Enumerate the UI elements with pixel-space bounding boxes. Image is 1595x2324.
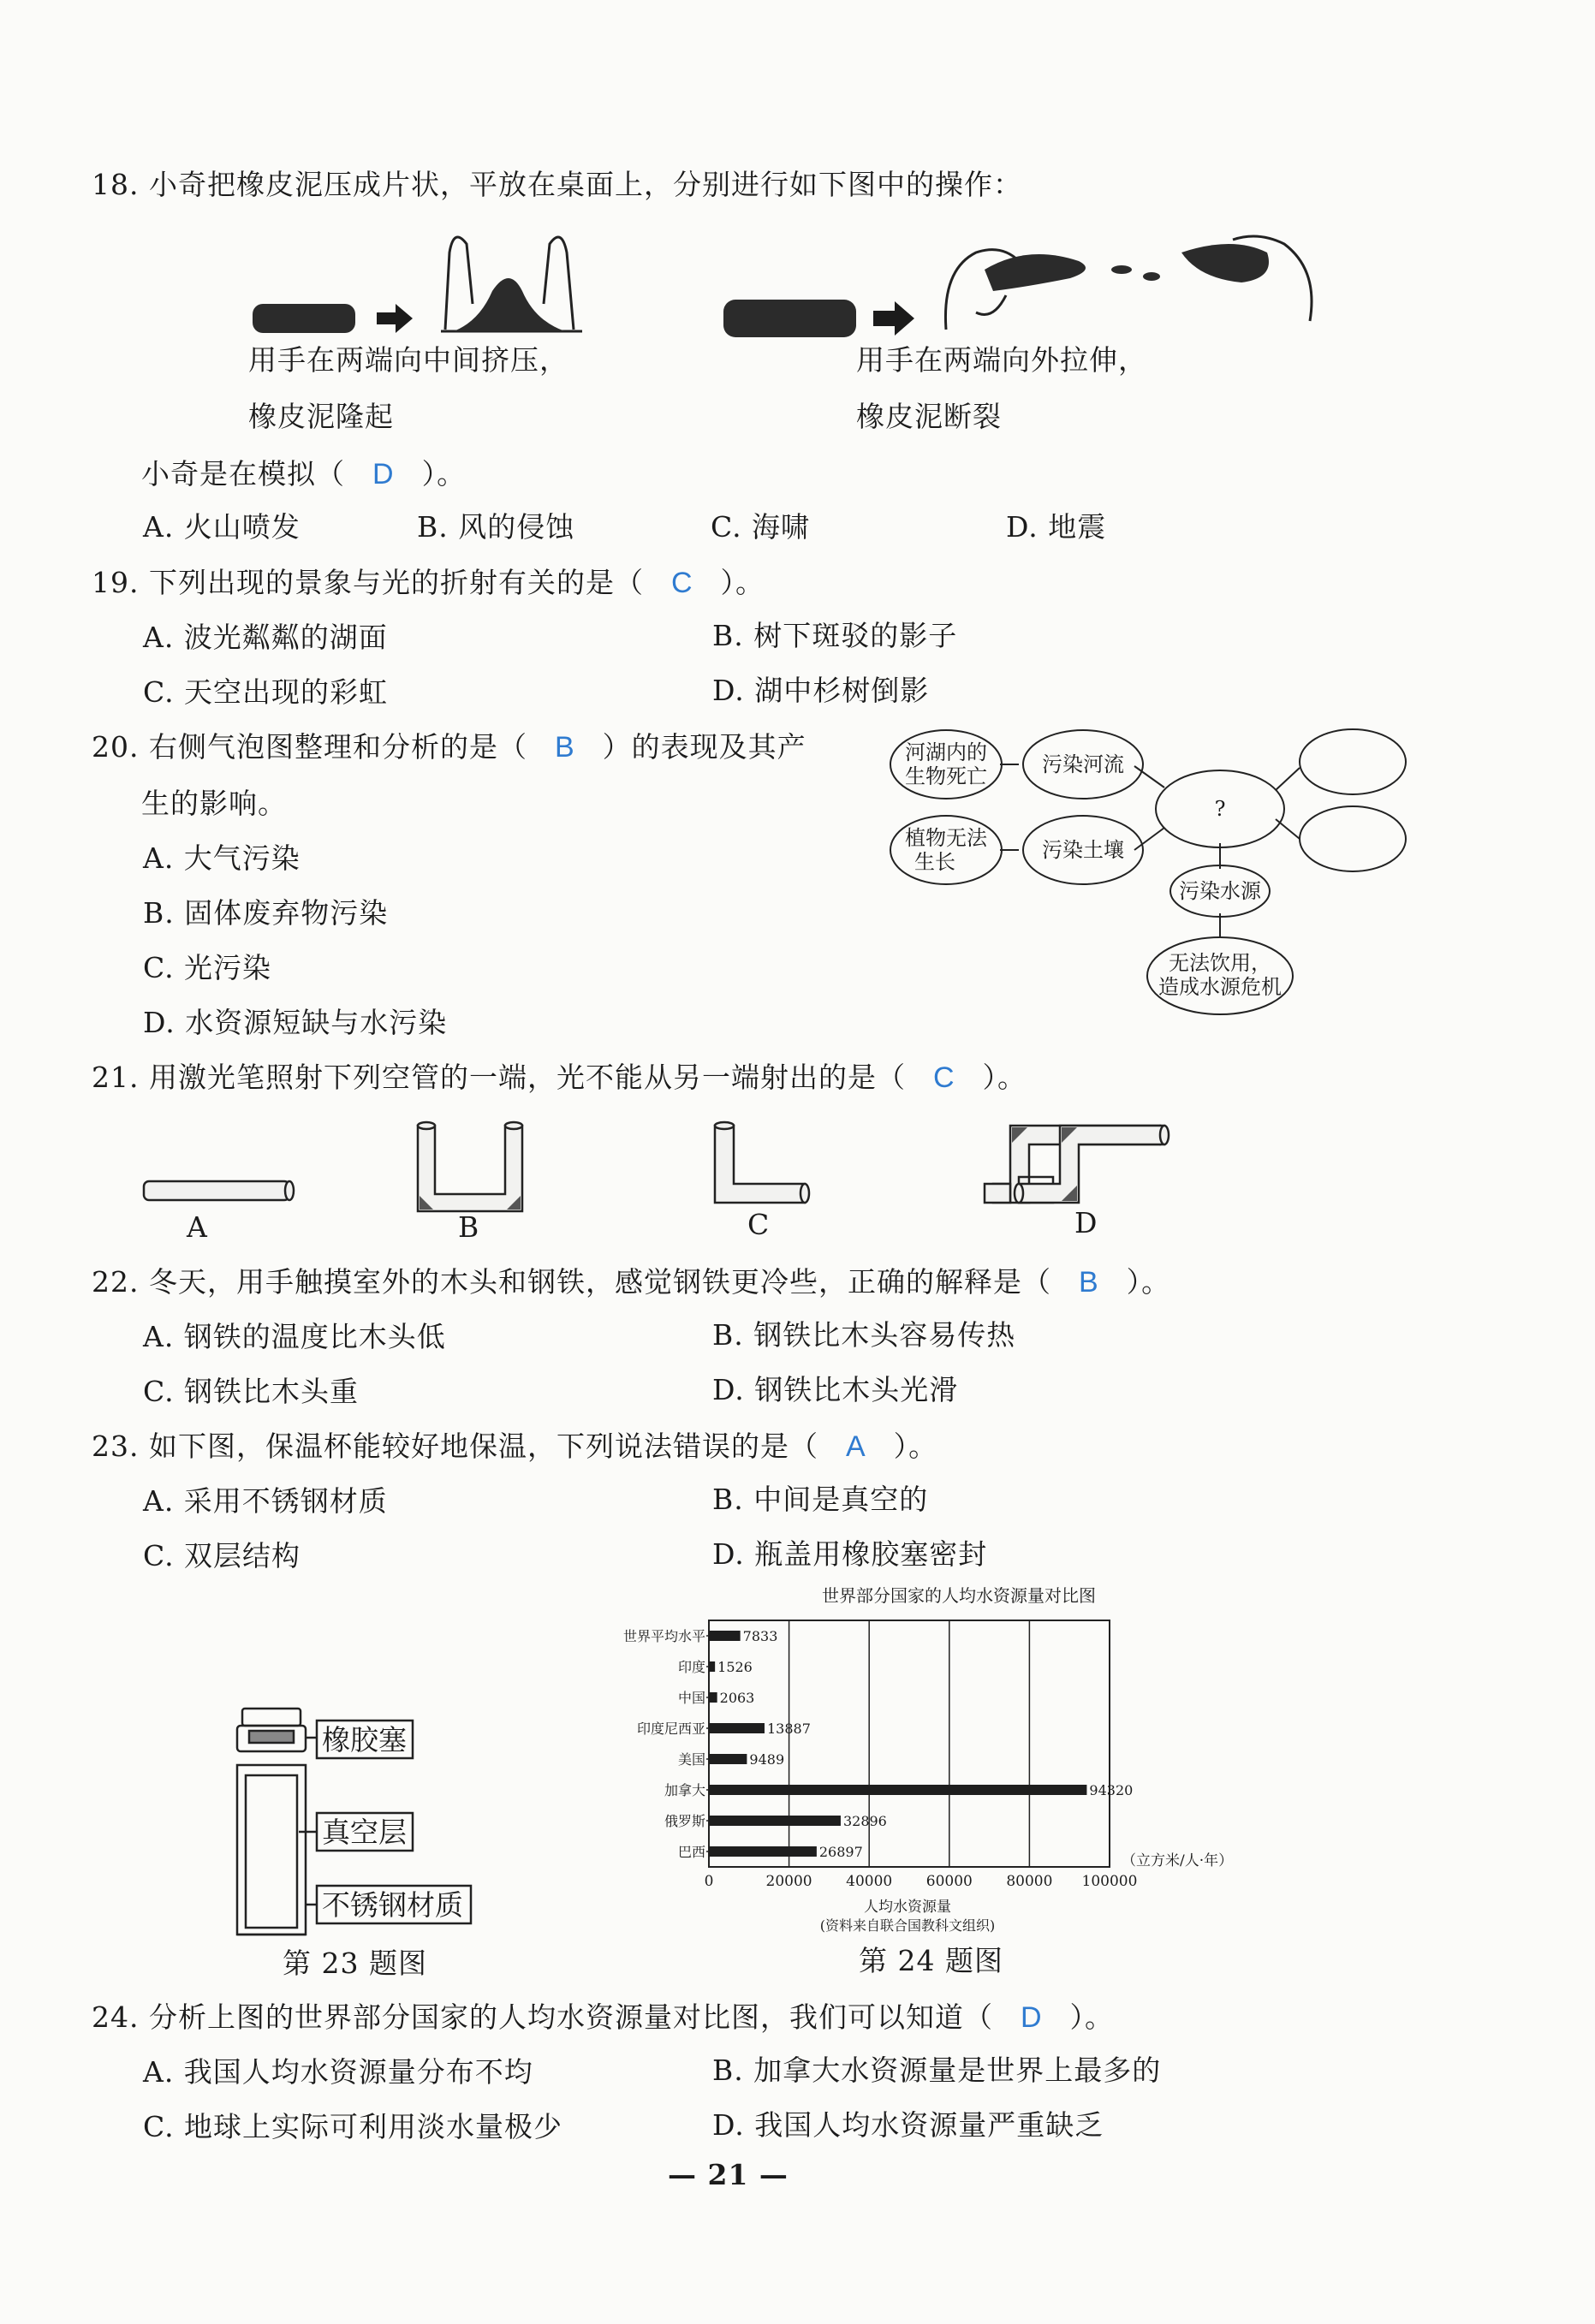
category-label: 印度: [677, 1659, 705, 1675]
q18-caption-right-1: 用手在两端向外拉伸，: [856, 343, 1147, 377]
bubble-text: 生长: [914, 850, 955, 874]
value-label: 13887: [766, 1721, 811, 1737]
q21-tube-d-detail: [1002, 1109, 1173, 1220]
q21-label-b: B: [458, 1210, 480, 1244]
value-label: 2063: [719, 1690, 755, 1706]
category-label: 中国: [677, 1690, 705, 1706]
q24-option-b: B. 加拿大水资源量是世界上最多的: [712, 2054, 1162, 2087]
q23-stem-pre: 23. 如下图，保温杯能较好地保温，下列说法错误的是（: [92, 1429, 818, 1463]
water-resource-chart: [591, 1579, 1276, 1947]
q18-option-b: B. 风的侵蚀: [417, 510, 575, 544]
bar: [709, 1846, 817, 1857]
q24-option-c: C. 地球上实际可利用淡水量极少: [143, 2110, 563, 2143]
label-vacuum-layer: 真空层: [322, 1816, 407, 1849]
bar: [709, 1631, 741, 1641]
arrow-right-icon: [873, 301, 914, 336]
bubble-text: 污染土壤: [1042, 838, 1124, 862]
q22-option-d: D. 钢铁比木头光滑: [712, 1373, 959, 1406]
tube-b: [418, 1126, 522, 1211]
q20-stem-pre: 20. 右侧气泡图整理和分析的是（: [92, 730, 527, 764]
q23-answer: A: [845, 1430, 866, 1463]
plot-frame: [709, 1620, 1110, 1867]
q18-option-c: C. 海啸: [711, 510, 811, 544]
tube-c: [715, 1126, 805, 1203]
q18-answer: D: [372, 458, 395, 490]
q18-caption-left-2: 橡皮泥隆起: [248, 400, 394, 433]
value-label: 7833: [742, 1628, 778, 1644]
chart-title: 世界部分国家的人均水资源量对比图: [822, 1585, 1096, 1606]
chart-xlabel: 人均水资源量: [864, 1899, 951, 1916]
q19-stem-pre: 19. 下列出现的景象与光的折射有关的是（: [92, 566, 644, 599]
bubble-empty-bottom: [1300, 806, 1406, 871]
bubble-text: 无法饮用，: [1169, 951, 1271, 975]
category-label: 美国: [677, 1751, 705, 1768]
q21-label-d: D: [1074, 1206, 1098, 1239]
value-label: 9489: [749, 1751, 785, 1768]
q21-stem-pre: 21. 用激光笔照射下列空管的一端，光不能从另一端射出的是（: [92, 1061, 906, 1094]
q22-stem-pre: 22. 冬天，用手触摸室外的木头和钢铁，感觉钢铁更冷些，正确的解释是（: [92, 1265, 1051, 1299]
q22-option-a: A. 钢铁的温度比木头低: [143, 1320, 446, 1353]
x-tick-label: 60000: [925, 1873, 973, 1890]
q20-answer: B: [554, 731, 575, 764]
clay-slab-right: [723, 300, 856, 337]
bar: [709, 1754, 747, 1764]
bar: [709, 1692, 717, 1703]
bubble-empty-top: [1300, 729, 1406, 794]
label-stainless-steel: 不锈钢材质: [322, 1888, 463, 1922]
connector: [1276, 768, 1300, 790]
q24-option-a: A. 我国人均水资源量分布不均: [143, 2055, 533, 2089]
q22-stem: [92, 1264, 1170, 1300]
q19-option-a: A. 波光粼粼的湖面: [143, 621, 388, 654]
clay-piece-right: [1181, 244, 1269, 282]
q19-option-c: C. 天空出现的彩虹: [143, 675, 389, 709]
q23-stem-post: ）。: [893, 1429, 938, 1463]
q20-bubble-diagram: [873, 723, 1413, 1023]
value-label: 94320: [1089, 1782, 1134, 1798]
q18-caption-right-2: 橡皮泥断裂: [856, 400, 1002, 433]
bubble-text: 污染河流: [1042, 752, 1124, 776]
q18-line2-pre: 小奇是在模拟（: [141, 457, 345, 490]
x-tick-label: 40000: [846, 1873, 893, 1890]
q18-option-a: A. 火山喷发: [143, 510, 301, 544]
chart-unit: （立方米/人·年）: [1122, 1852, 1234, 1869]
bar: [709, 1661, 715, 1672]
q24-stem: [92, 2000, 1114, 2036]
q20-option-c: C. 光污染: [143, 951, 272, 984]
label-rubber-stopper: 橡胶塞: [322, 1723, 407, 1756]
q21-stem: [92, 1060, 1027, 1096]
tube-a: [144, 1181, 289, 1200]
q19-option-d: D. 湖中杉树倒影: [712, 674, 930, 707]
q24-answer: D: [1020, 2001, 1043, 2034]
bubble-text: 污染水源: [1179, 879, 1261, 903]
chart-source: (资料来自联合国教科文组织): [819, 1917, 996, 1934]
q22-option-c: C. 钢铁比木头重: [143, 1375, 360, 1408]
inner-wall: [246, 1775, 297, 1928]
q23-stem: [92, 1429, 937, 1465]
q20-stem-post: ）的表现及其产: [602, 730, 806, 764]
category-label: 巴西: [677, 1844, 705, 1860]
q18-figure-squeeze: [248, 218, 608, 355]
q23-option-b: B. 中间是真空的: [712, 1483, 929, 1516]
q21-label-c: C: [747, 1208, 771, 1241]
q21-label-a: A: [187, 1210, 208, 1244]
chart-ticks: [705, 1873, 1138, 1890]
clay-fragment: [1143, 272, 1160, 281]
bubble-text: 植物无法: [905, 826, 987, 850]
bubble-text: ?: [1214, 797, 1226, 821]
q18-line2-post: ）。: [421, 457, 467, 490]
q19-option-b: B. 树下斑驳的影子: [712, 619, 958, 652]
connector: [1276, 819, 1300, 839]
q22-option-b: B. 钢铁比木头容易传热: [712, 1318, 1016, 1352]
category-label: 俄罗斯: [664, 1813, 705, 1829]
x-tick-label: 100000: [1081, 1873, 1138, 1890]
q18-line2: [141, 456, 466, 492]
chart-bars: [623, 1628, 1133, 1860]
category-label: 加拿大: [664, 1782, 705, 1798]
q20-option-d: D. 水资源短缺与水污染: [143, 1006, 448, 1039]
q23-option-c: C. 双层结构: [143, 1539, 301, 1572]
clay-piece-left: [985, 254, 1086, 291]
outer-wall: [237, 1765, 306, 1935]
value-label: 32896: [842, 1813, 887, 1829]
x-tick-label: 80000: [1006, 1873, 1053, 1890]
bubble-text: 造成水源危机: [1158, 975, 1282, 999]
clay-slab-left: [253, 304, 355, 333]
tube-a-end: [285, 1181, 294, 1200]
chart-grid: [709, 1620, 1110, 1867]
q20-option-b: B. 固体废弃物污染: [143, 896, 389, 930]
fig24-caption: 第 24 题图: [859, 1944, 1003, 1977]
bubble-text: 河湖内的: [905, 740, 987, 764]
bubble-text: 生物死亡: [905, 764, 987, 788]
rubber-stopper: [242, 1709, 301, 1726]
q23-option-d: D. 瓶盖用橡胶塞密封: [712, 1537, 988, 1571]
q24-option-d: D. 我国人均水资源量严重缺乏: [712, 2108, 1104, 2142]
q23-option-a: A. 采用不锈钢材质: [143, 1484, 388, 1518]
q20-option-a: A. 大气污染: [143, 841, 301, 875]
category-label: 世界平均水平: [622, 1628, 705, 1644]
q24-stem-post: ）。: [1069, 2000, 1115, 2034]
category-label: 印度尼西亚: [636, 1721, 705, 1737]
q21-stem-post: ）。: [982, 1061, 1027, 1094]
x-tick-label: 0: [704, 1873, 714, 1890]
bar: [709, 1816, 841, 1826]
page-number: — 21 —: [668, 2158, 789, 2191]
q21-answer: C: [932, 1061, 955, 1094]
q22-answer: B: [1078, 1266, 1099, 1299]
q19-answer: C: [670, 567, 693, 599]
value-label: 1526: [717, 1659, 753, 1675]
x-tick-label: 20000: [765, 1873, 812, 1890]
value-label: 26897: [818, 1844, 863, 1860]
q18-caption-left-1: 用手在两端向中间挤压，: [248, 343, 568, 377]
q20-stem-line2: 生的影响。: [141, 787, 287, 820]
fig23-caption: 第 23 题图: [283, 1947, 427, 1980]
q18-option-d: D. 地震: [1006, 510, 1107, 544]
q19-stem-post: ）。: [720, 566, 765, 599]
clay-fragment: [1111, 265, 1132, 274]
q20-stem: [92, 729, 806, 765]
arrow-right-icon: [377, 304, 413, 333]
q18-figure-stretch: [719, 218, 1318, 355]
bar: [709, 1785, 1086, 1795]
q24-stem-pre: 24. 分析上图的世界部分国家的人均水资源量对比图，我们可以知道（: [92, 2000, 993, 2034]
q19-stem: [92, 565, 765, 601]
q22-stem-post: ）。: [1126, 1265, 1171, 1299]
thermos-figure: [227, 1703, 484, 1943]
q18-stem: 18. 小奇把橡皮泥压成片状，平放在桌面上，分别进行如下图中的操作：: [92, 168, 1022, 201]
bar: [709, 1723, 765, 1733]
